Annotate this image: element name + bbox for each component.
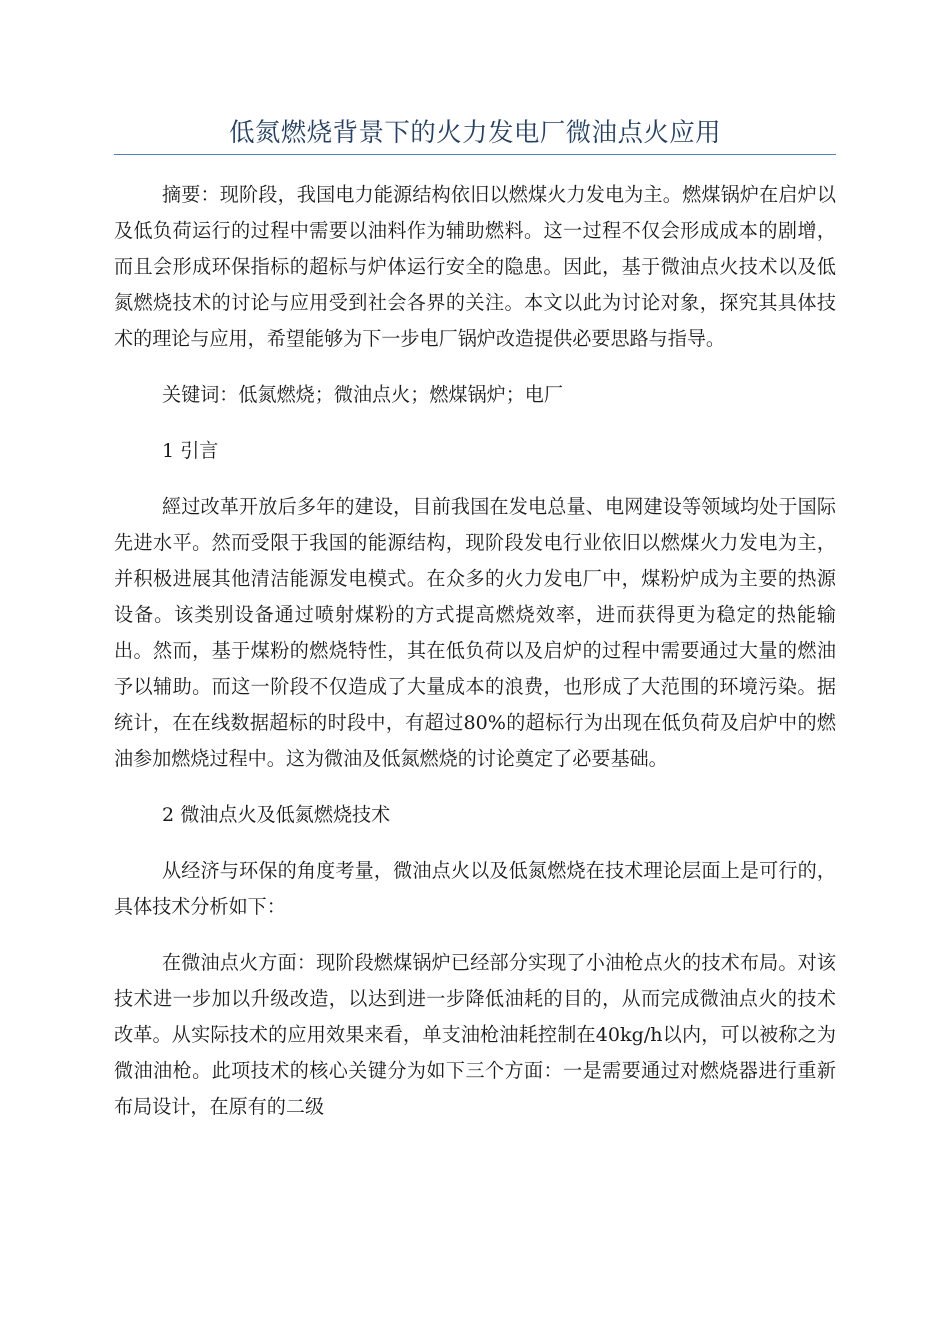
section-1-heading: 1 引言 xyxy=(162,439,219,462)
section-2-intro-paragraph: 从经济与环保的角度考量，微油点火以及低氮燃烧在技术理论层面上是可行的，具体技术分析如下： xyxy=(114,859,836,918)
section-2-heading: 2 微油点火及低氮燃烧技术 xyxy=(162,803,391,826)
section-1-paragraph: 經过改革开放后多年的建设，目前我国在发电总量、电网建设等领域均处于国际先进水平。然而受限于我国的能源结构，现阶段发电行业依旧以燃煤火力发电为主，并积极进展其他清洁能源发电模式。在众多的火力发电厂中，煤粉炉成为主要的热源设备。该类别设备通过喷射煤粉的方式提高燃烧效率，进而获得更为稳定的热能输出。然而，基于煤粉的燃烧特性，其在低负荷以及启炉的过程中需要通过大量的燃油予以辅助。而这一阶段不仅造成了大量成本的浪费，也形成了大范围的环境污染。据统计，在在线数据超标的时段中，有超过80%的超标行为出现在低负荷及启炉中的燃油参加燃烧过程中。这为微油及低氮燃烧的讨论奠定了必要基础。 xyxy=(114,495,836,770)
abstract-paragraph: 摘要：现阶段，我国电力能源结构依旧以燃煤火力发电为主。燃煤锅炉在启炉以及低负荷运行的过程中需要以油料作为辅助燃料。这一过程不仅会形成成本的剧增，而且会形成环保指标的超标与炉体运行安全的隐患。因此，基于微油点火技术以及低氮燃烧技术的讨论与应用受到社会各界的关注。本文以此为讨论对象，探究其具体技术的理论与应用，希望能够为下一步电厂锅炉改造提供必要思路与指导。 xyxy=(114,183,836,350)
keywords-paragraph: 关键词：低氮燃烧；微油点火；燃煤锅炉；电厂 xyxy=(162,383,563,406)
document-title: 低氮燃烧背景下的火力发电厂微油点火应用 xyxy=(228,118,722,148)
document-page xyxy=(114,0,836,1145)
title-underline xyxy=(114,154,836,155)
section-2-body-paragraph: 在微油点火方面：现阶段燃煤锅炉已经部分实现了小油枪点火的技术布局。对该技术进一步加以升级改造，以达到进一步降低油耗的目的，从而完成微油点火的技术改革。从实际技术的应用效果来看，单支油枪油耗控制在40kg/h以内，可以被称之为微油油枪。此项技术的核心关键分为如下三个方面：一是需要通过对燃烧器进行重新布局设计，在原有的二级 xyxy=(114,951,836,1118)
